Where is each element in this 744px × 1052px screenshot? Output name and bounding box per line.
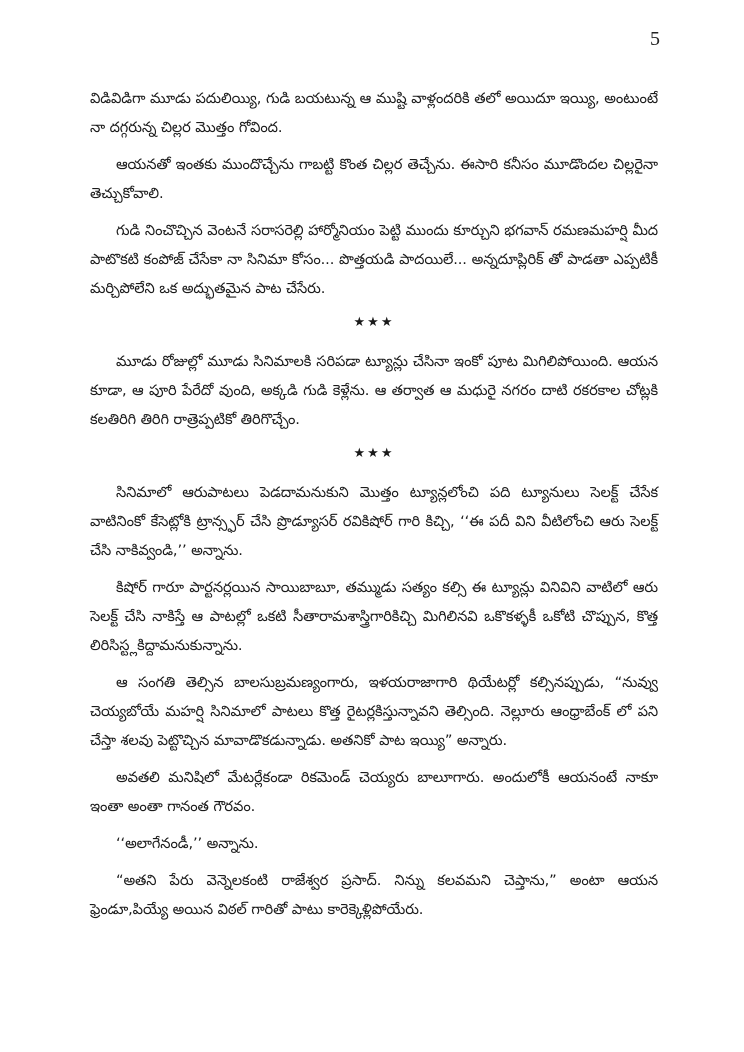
paragraph: గుడి నించొచ్చిన వెంటనే సరాసరెల్లి హార్మోనియం పెట్టి ముందు కూర్చుని భగవాన్ రమణమహర్షి మీద పాటొకటి కంపోజ్ చేసేకా నా సినిమా కోసం... పొత్తయడి పాదయిలే... అన్నదూప్లిరిక్ తో పాడతా ఎప్పటికీ మర్చిపోలేని ఒక అద్భుతమైన పాట చేసేరు. xyxy=(90,222,658,297)
paragraph: కిషోర్ గారూ పార్టనర్లయిన సాయిబాబూ, తమ్ముడు సత్యం కల్సి ఈ ట్యూన్లు వినివిని వాటిలో ఆరు సెలక్ట్ చేసి నాకిస్తే ఆ పాటల్లో ఒకటి సీతారామశాస్త్రిగారికిచ్చి మిగిలినవి ఒకొకళ్ళకీ ఒకోటి చొప్పున, కొత్త లిరిసిస్ట్లకిద్దామనుకున్నాను. xyxy=(90,579,658,654)
paragraph: “అతని పేరు వెన్నెలకంటి రాజేశ్వర ప్రసాద్. నిన్ను కలవమని చెప్తాను,” అంటా ఆయన ఫ్రెండూ,పియ్యే అయిన విఠల్ గారితో పాటు కారెక్కెళ్లిపోయేరు. xyxy=(90,872,658,918)
paragraph: సినిమాలో ఆరుపాటలు పెడదామనుకుని మొత్తం ట్యూన్లలోంచి పది ట్యూనులు సెలక్ట్ చేసేక వాటినింకో కేసెట్లోకి ట్రాన్స్ఫర్ చేసి ప్రొడ్యూసర్ రవికిషోర్ గారి కిచ్చి, ‘‘ఈ పదీ విని వీటిలోంచి ఆరు సెలక్ట్ చేసి నాకివ్వండి,’’ అన్నాను. xyxy=(90,484,658,559)
paragraph: విడివిడిగా మూడు పదులియ్యి, గుడి బయటున్న ఆ ముష్టి వాళ్లందరికి తలో అయిదూ ఇయ్యి, అంటుంటే నా దగ్గరున్న చిల్లర మొత్తం గోవింద. xyxy=(90,90,658,136)
section-separator: ★★★ xyxy=(353,315,395,330)
paragraph: మూడు రోజుల్లో మూడు సినిమాలకి సరిపడా ట్యూన్లు చేసినా ఇంకో పూట మిగిలిపోయింది. ఆయన కూడా, ఆ పూరి పేరేదో వుంది, అక్కడి గుడి కెళ్లేను. ఆ తర్వాత ఆ మధురై నగరం దాటి రకరకాల చోట్లకి కలతిరిగి తిరిగి రాత్రెప్పటికో తిరిగొచ్చేం. xyxy=(90,353,658,428)
page-body xyxy=(90,84,658,932)
page-number: 5 xyxy=(650,28,660,50)
paragraph: ఆయనతో ఇంతకు ముందొచ్చేను గాబట్టి కొంత చిల్లర తెచ్చేను. ఈసారి కనీసం మూడొందల చిల్లరైనా తెచ్చుకోవాలి. xyxy=(90,156,658,202)
section-separator: ★★★ xyxy=(353,446,395,461)
paragraph: ‘‘అలాగేనండీ,’’ అన్నాను. xyxy=(116,835,259,852)
paragraph: అవతలి మనిషిలో మేటర్లేకండా రికమెండ్ చెయ్యరు బాలూగారు. అందులోకీ ఆయనంటే నాకూ ఇంతా అంతా గానంత గౌరవం. xyxy=(90,769,658,815)
paragraph: ఆ సంగతి తెల్సిన బాలసుబ్రమణ్యంగారు, ఇళయరాజాగారి థియేటర్లో కల్సినప్పుడు, “నువ్వు చెయ్యబోయే మహర్షి సినిమాలో పాటలు కొత్త రైటర్లకిస్తున్నావని తెల్సింది. నెల్లూరు ఆంధ్రాబేంక్ లో పని చేస్తా శలవు పెట్టొచ్చిన మావాడొకడున్నాడు. అతనికో పాట ఇయ్యి” అన్నారు. xyxy=(90,674,658,749)
